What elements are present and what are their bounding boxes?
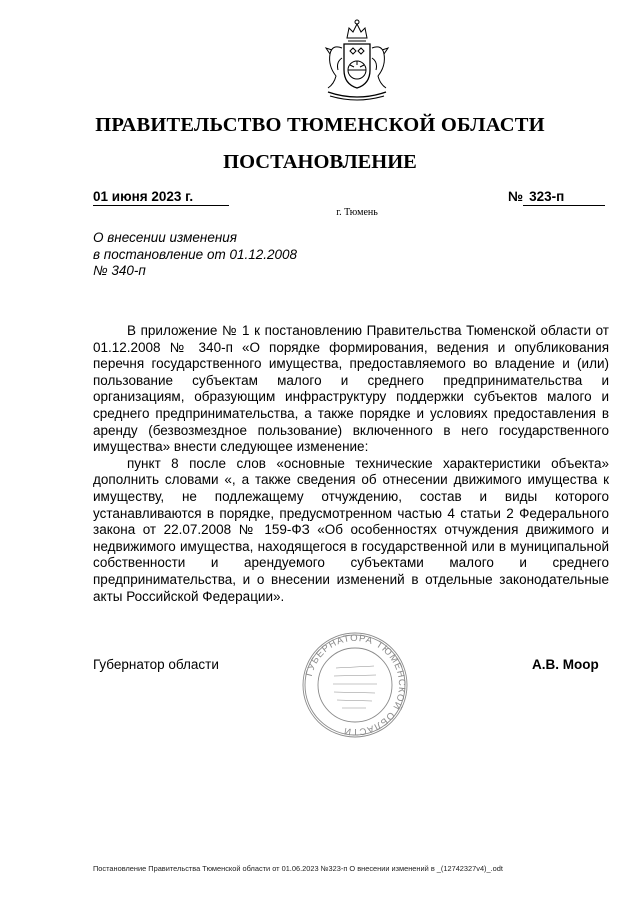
subject-block	[93, 230, 297, 280]
coat-of-arms-icon	[316, 18, 398, 104]
seal-text: ГУБЕРНАТОРА ТЮМЕНСКОЙ ОБЛАСТИ	[303, 632, 408, 738]
signer-title: Губернатор области	[93, 657, 219, 672]
body-paragraph: пункт 8 после слов «основные технические характеристики объекта» дополнить словами «, а также сведения об отнесении движимого имущества к имуществу, не подлежащему отчуждению, состав и виды которого устанавливаются в порядке, предусмотренном частью 4 статьи 2 Федерального закона от 22.07.2008 № 159-ФЗ «Об особенностях отчуждения движимого и недвижимого имущества, находящегося в государственной или в муниципальной собственности и арендуемого субъектами малого и среднего предпринимательства, и о внесении изменений в отдельные законодательные акты Российской Федерации».	[93, 455, 609, 604]
document-body	[93, 323, 609, 605]
official-seal-icon	[300, 630, 410, 740]
signer-name: А.В. Моор	[532, 657, 599, 672]
body-paragraph: В приложение № 1 к постановлению Правительства Тюменской области от 01.12.2008 № 340-п «О порядке формирования, ведения и опубликования перечня государственного имущества, предоставляемого во владение и (или) пользование субъектам малого и среднего предпринимательства и организациям, образующим инфраструктуру поддержки субъектов малого и среднего предпринимательства, а также порядке и условиях предоставления в аренду (безвозмездное пользование) включенного в него государственного имущества» внести следующее изменение:	[93, 323, 609, 455]
number-sign: №	[508, 189, 524, 204]
subject-line: в постановление от 01.12.2008	[93, 246, 298, 262]
document-date: 01 июня 2023 г.	[93, 189, 229, 206]
file-footer: Постановление Правительства Тюменской области от 01.06.2023 №323-п О внесении изменений в _(12742327v4)_.odt	[93, 864, 503, 873]
subject-line: № 340-п	[93, 263, 146, 278]
subject-line: О внесении изменения	[93, 230, 238, 245]
government-title: ПРАВИТЕЛЬСТВО ТЮМЕНСКОЙ ОБЛАСТИ	[95, 114, 545, 136]
city: г. Тюмень	[336, 207, 378, 218]
number-value: 323-п	[523, 189, 605, 206]
document-type: ПОСТАНОВЛЕНИЕ	[223, 151, 417, 173]
document-number	[508, 189, 605, 206]
